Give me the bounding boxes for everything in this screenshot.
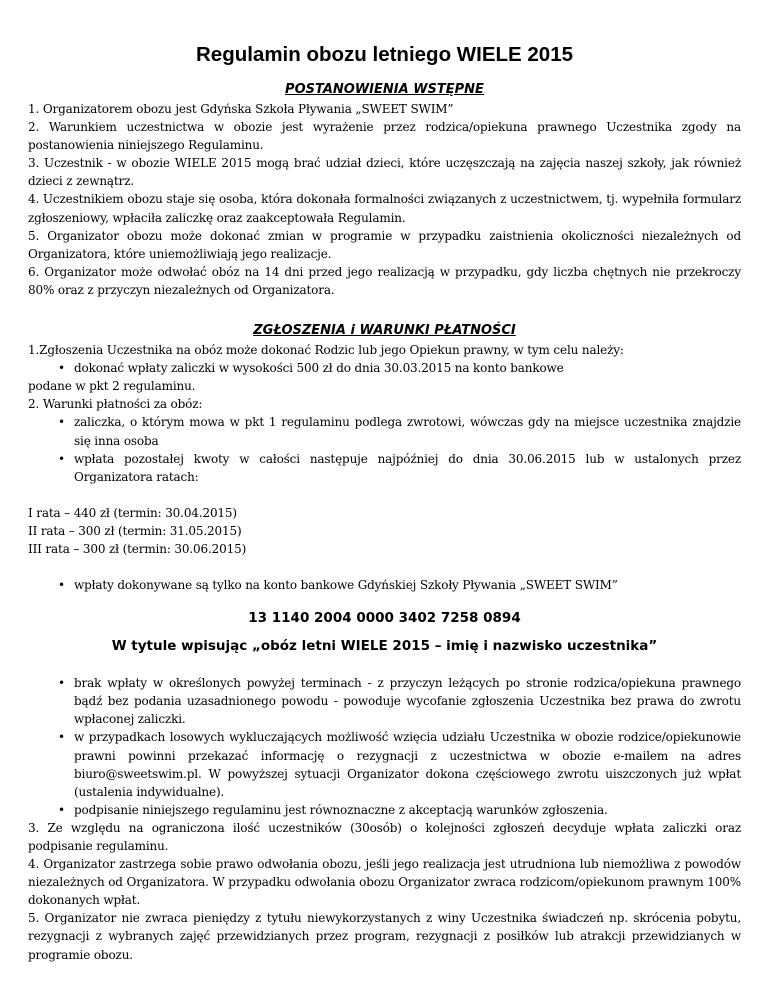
bank-account-number: 13 1140 2004 0000 3402 7258 0894 [248, 610, 521, 627]
payment-terms-heading: 2. Warunki płatności za obóz: [28, 397, 203, 412]
list-item: • wpłata pozostałej kwoty w całości następuje najpóźniej do dnia 30.06.2015 lub w ustalonych przez Organizatora ratach: [58, 451, 741, 484]
rate-2: II rata – 300 zł (termin: 31.05.2015) [28, 523, 242, 538]
paragraph-4: 4. Uczestnikiem obozu staje się osoba, która dokonała formalności związanych z uczestnictwem, tj. wypełniła formularz zgłoszeniowy, wpłaciła zaliczkę oraz zaakceptowała Regulamin. [28, 192, 741, 225]
paragraph-6: 6. Organizator może odwołać obóz na 14 dni przed jego realizacją w przypadku, gdy liczba chętnych nie przekroczy 80% oraz z przyczyn niezależnych od Organizatora. [28, 264, 741, 297]
document-title: Regulamin obozu letniego WIELE 2015 [195, 43, 574, 66]
paragraph-refunds: 5. Organizator nie zwraca pieniędzy z tytułu niewykorzystanych z winy Uczestnika świadczeń np. skrócenia pobytu, rezygnacji z wybranych zajęć przewidzianych przez program, rezygnacji z posiłków lub atrakcji przewidzianych w programie obozu. [28, 911, 741, 962]
registration-intro: 1.Zgłoszenia Uczestnika na obóz może dokonać Rodzic lub jego Opiekun prawny, w tym celu należy: [28, 343, 624, 358]
list-item: • w przypadkach losowych wykluczających możliwość wzięcia udziału Uczestnika w obozie rodzice/opiekunowie prawni powinni przekazać informację o rezygnacji z uczestnictwa w obozie e-mailem na adres biuro@sweetswim.pl. W powyższej sytuacji Organizator dokona częściowego zwrotu uiszczonych już wpłat (ustalenia indywidualne). [58, 730, 741, 799]
bullet-icon: • [58, 578, 65, 593]
bullet-list-deposit [28, 359, 741, 377]
list-item: • podpisanie niniejszego regulaminu jest równoznaczne z akceptacją warunków zgłoszenia. [28, 801, 741, 819]
list-item: • brak wpłaty w określonych powyżej terminach - z przyczyn leżących po stronie rodzica/opiekuna prawnego bądź bez podania uzasadnionego powodu - powoduje wycofanie zgłoszenia Uczestnika bez prawa do zwrotu wpłaconej zaliczki. [58, 676, 741, 727]
bullet-list-conditions [28, 674, 741, 819]
deposit-continuation: podane w pkt 2 regulaminu. [28, 379, 196, 394]
section-heading-intro: POSTANOWIENIA WSTĘPNE [285, 82, 484, 97]
bullet-icon: • [58, 451, 65, 466]
list-item: • zaliczka, o którym mowa w pkt 1 regulaminu podlega zwrotowi, wówczas gdy na miejsce uczestnika znajdzie się inna osoba [58, 415, 741, 448]
bullet-icon: • [58, 415, 65, 430]
paragraph-1: 1. Organizatorem obozu jest Gdyńska Szkoła Pływania „SWEET SWIM” [28, 102, 454, 116]
document-page [28, 42, 741, 964]
paragraph-cancellation: 4. Organizator zastrzega sobie prawo odwołania obozu, jeśli jego realizacja jest utrudniona lub niemożliwa z powodów niezależnych od Organizatora. W przypadku odwołania obozu Organizator zwraca rodzicom/opiekunom prawnym 100% dokonanych wpłat. [28, 857, 741, 908]
paragraph-5: 5. Organizator obozu może dokonać zmian w programie w przypadku zaistnienia okoliczności niezależnych od Organizatora, które uniemożliwiają jego realizacje. [28, 228, 741, 261]
rate-3: III rata – 300 zł (termin: 30.06.2015) [28, 541, 247, 556]
list-item: • dokonać wpłaty zaliczki w wysokości 500 zł do dnia 30.03.2015 na konto bankowe [28, 359, 741, 377]
list-item: • wpłaty dokonywane są tylko na konto bankowe Gdyńskiej Szkoły Pływania „SWEET SWIM” [28, 576, 741, 594]
bullet-list-terms [28, 413, 741, 485]
paragraph-2: 2. Warunkiem uczestnictwa w obozie jest wyrażenie przez rodzica/opiekuna prawnego Uczestnika zgody na postanowienia niniejszego Regulaminu. [28, 120, 741, 153]
bullet-list-account-info [28, 576, 741, 594]
rate-1: I rata – 440 zł (termin: 30.04.2015) [28, 505, 237, 520]
bullet-icon: • [58, 802, 65, 817]
bullet-icon: • [58, 361, 65, 376]
paragraph-3: 3. Uczestnik - w obozie WIELE 2015 mogą brać udział dzieci, które uczęszczają na zajęcia naszej szkoły, jak również dzieci z zewnątrz. [28, 156, 741, 189]
bullet-icon: • [58, 730, 65, 745]
paragraph-limit: 3. Ze względu na ograniczona ilość uczestników (30osób) o kolejności zgłoszeń decyduje wpłata zaliczki oraz podpisanie regulaminu. [28, 820, 741, 853]
bullet-icon: • [58, 676, 65, 691]
section-heading-payment: ZGŁOSZENIA i WARUNKI PŁATNOŚCI [253, 323, 516, 339]
transfer-title: W tytule wpisując „obóz letni WIELE 2015 – imię i nazwisko uczestnika” [111, 638, 658, 655]
